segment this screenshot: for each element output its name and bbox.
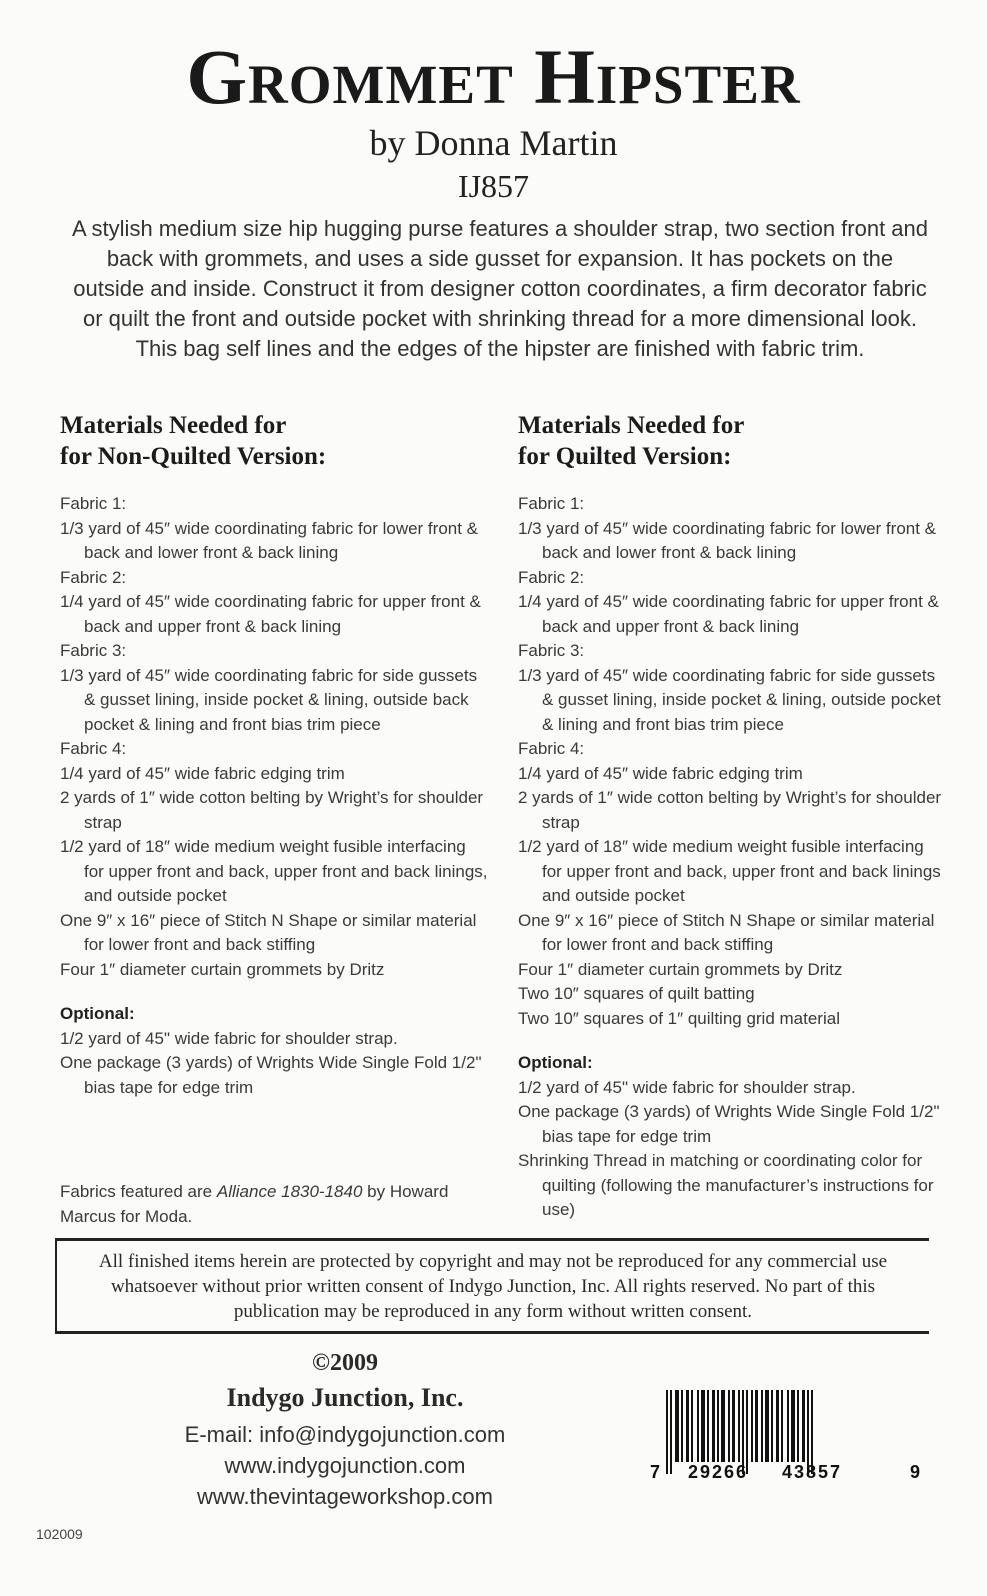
fabrics-note-suffix: by Howard Marcus for Moda.	[60, 1182, 449, 1226]
barcode-digit-group: 43857	[782, 1462, 843, 1482]
material-item: Four 1″ diameter curtain grommets by Dritz	[518, 959, 843, 979]
material-item: 1/4 yard of 45″ wide fabric edging trim	[518, 763, 803, 783]
intro-paragraph: A stylish medium size hip hugging purse features a shoulder strap, two section front and back with grommets, and uses a side gusset for expansion. It has pockets on the outside and inside. Construct it from designer cotton coordinates, a firm decorator fabric or quilt the front and outside pocket with shrinking thread for a more dimensional look. This bag self lines and the edges of the hipster are finished with fabric trim.	[71, 216, 929, 361]
fabric-label: Fabric 3:	[518, 641, 585, 660]
material-item: Two 10″ squares of quilt batting	[518, 984, 755, 1003]
barcode-bars	[666, 1390, 910, 1462]
material-item: 1/3 yard of 45″ wide coordinating fabric for lower front & back and lower front & back lining	[60, 518, 479, 562]
optional-item: 1/2 yard of 45" wide fabric for shoulder strap.	[518, 1077, 856, 1097]
barcode-digit-group: 29266	[688, 1462, 749, 1482]
barcode-digit: 7	[650, 1462, 661, 1482]
copyright-notice: All finished items herein are protected by copyright and may not be reproduced for any commercial use whatsoever without prior written consent of Indygo Junction, Inc. All rights reserved. No part of this publication may be reproduced in any form without written consent.	[98, 1250, 888, 1322]
barcode-digit: 9	[910, 1462, 921, 1482]
page-title: Grommet Hipster	[186, 33, 801, 120]
heading-line: for Non-Quilted Version:	[60, 443, 327, 470]
materials-list	[60, 492, 490, 1100]
optional-item: 1/2 yard of 45" wide fabric for shoulder strap.	[60, 1028, 398, 1048]
fabric-label: Fabric 1:	[518, 494, 585, 513]
fabrics-note	[60, 1180, 460, 1229]
fabric-collection-name: Alliance 1830-1840	[216, 1182, 363, 1201]
fabric-label: Fabric 1:	[60, 494, 127, 513]
optional-item: Shrinking Thread in matching or coordinating color for quilting (following the manufacturer’s instructions for use)	[518, 1151, 934, 1219]
optional-item: One package (3 yards) of Wrights Wide Single Fold 1/2" bias tape for edge trim	[518, 1102, 940, 1146]
heading-line: Materials Needed for	[60, 412, 287, 439]
material-item: 1/3 yard of 45″ wide coordinating fabric for side gussets & gusset lining, inside pocket & lining, outside pocket & lining and front bias trim piece	[518, 665, 941, 734]
material-item: 1/2 yard of 18″ wide medium weight fusible interfacing for upper front and back, upper front and back linings, and outside pocket	[60, 837, 488, 905]
fabric-label: Fabric 4:	[60, 739, 127, 758]
material-item: Two 10″ squares of 1″ quilting grid material	[518, 1008, 840, 1028]
company-name: Indygo Junction, Inc.	[226, 1383, 464, 1412]
website-link: www.thevintageworkshop.com	[197, 1484, 493, 1509]
material-item: One 9″ x 16″ piece of Stitch N Shape or similar material for lower front and back stiffing	[518, 910, 935, 954]
author-byline: by Donna Martin	[369, 123, 618, 163]
non-quilted-column	[60, 410, 490, 1100]
optional-item: One package (3 yards) of Wrights Wide Single Fold 1/2" bias tape for edge trim	[60, 1053, 482, 1097]
material-item: 1/4 yard of 45″ wide coordinating fabric for upper front & back and upper front & back lining	[60, 592, 481, 636]
copyright-year: ©2009	[312, 1350, 378, 1376]
material-item: Four 1″ diameter curtain grommets by Dritz	[60, 959, 385, 979]
header	[0, 33, 987, 205]
material-item: 1/2 yard of 18″ wide medium weight fusible interfacing for upper front and back, upper front and back linings and outside pocket	[518, 837, 941, 905]
email-line: E-mail: info@indygojunction.com	[184, 1422, 506, 1447]
material-item: 1/4 yard of 45″ wide coordinating fabric for upper front & back and upper front & back lining	[518, 592, 939, 636]
optional-heading: Optional:	[518, 1053, 593, 1072]
barcode	[650, 1390, 920, 1485]
fabric-label: Fabric 4:	[518, 739, 585, 758]
material-item: 1/3 yard of 45″ wide coordinating fabric for side gussets & gusset lining, inside pocket & lining, outside back pocket & lining and front bias trim piece	[60, 665, 478, 734]
fabrics-note-prefix: Fabrics featured are	[60, 1182, 217, 1201]
fabric-label: Fabric 2:	[518, 567, 585, 587]
footer-code: 102009	[36, 1526, 83, 1542]
pattern-code: IJ857	[457, 168, 530, 204]
materials-list	[518, 492, 948, 1223]
material-item: 1/3 yard of 45″ wide coordinating fabric for lower front & back and lower front & back lining	[518, 518, 937, 562]
material-item: 2 yards of 1″ wide cotton belting by Wright’s for shoulder strap	[60, 788, 484, 832]
contact-block	[130, 1350, 560, 1512]
optional-heading: Optional:	[60, 1004, 135, 1023]
material-item: One 9″ x 16″ piece of Stitch N Shape or similar material for lower front and back stiffing	[60, 910, 477, 954]
website-link: www.indygojunction.com	[224, 1453, 466, 1478]
fabric-label: Fabric 3:	[60, 641, 127, 660]
material-item: 1/4 yard of 45″ wide fabric edging trim	[60, 763, 345, 783]
heading-line: Materials Needed for	[518, 412, 745, 439]
fabric-label: Fabric 2:	[60, 567, 127, 587]
quilted-heading	[518, 410, 948, 472]
copyright-box	[55, 1238, 929, 1334]
material-item: 2 yards of 1″ wide cotton belting by Wright’s for shoulder strap	[518, 788, 942, 832]
quilted-column	[518, 410, 948, 1223]
non-quilted-heading	[60, 410, 490, 472]
heading-line: for Quilted Version:	[518, 443, 732, 470]
